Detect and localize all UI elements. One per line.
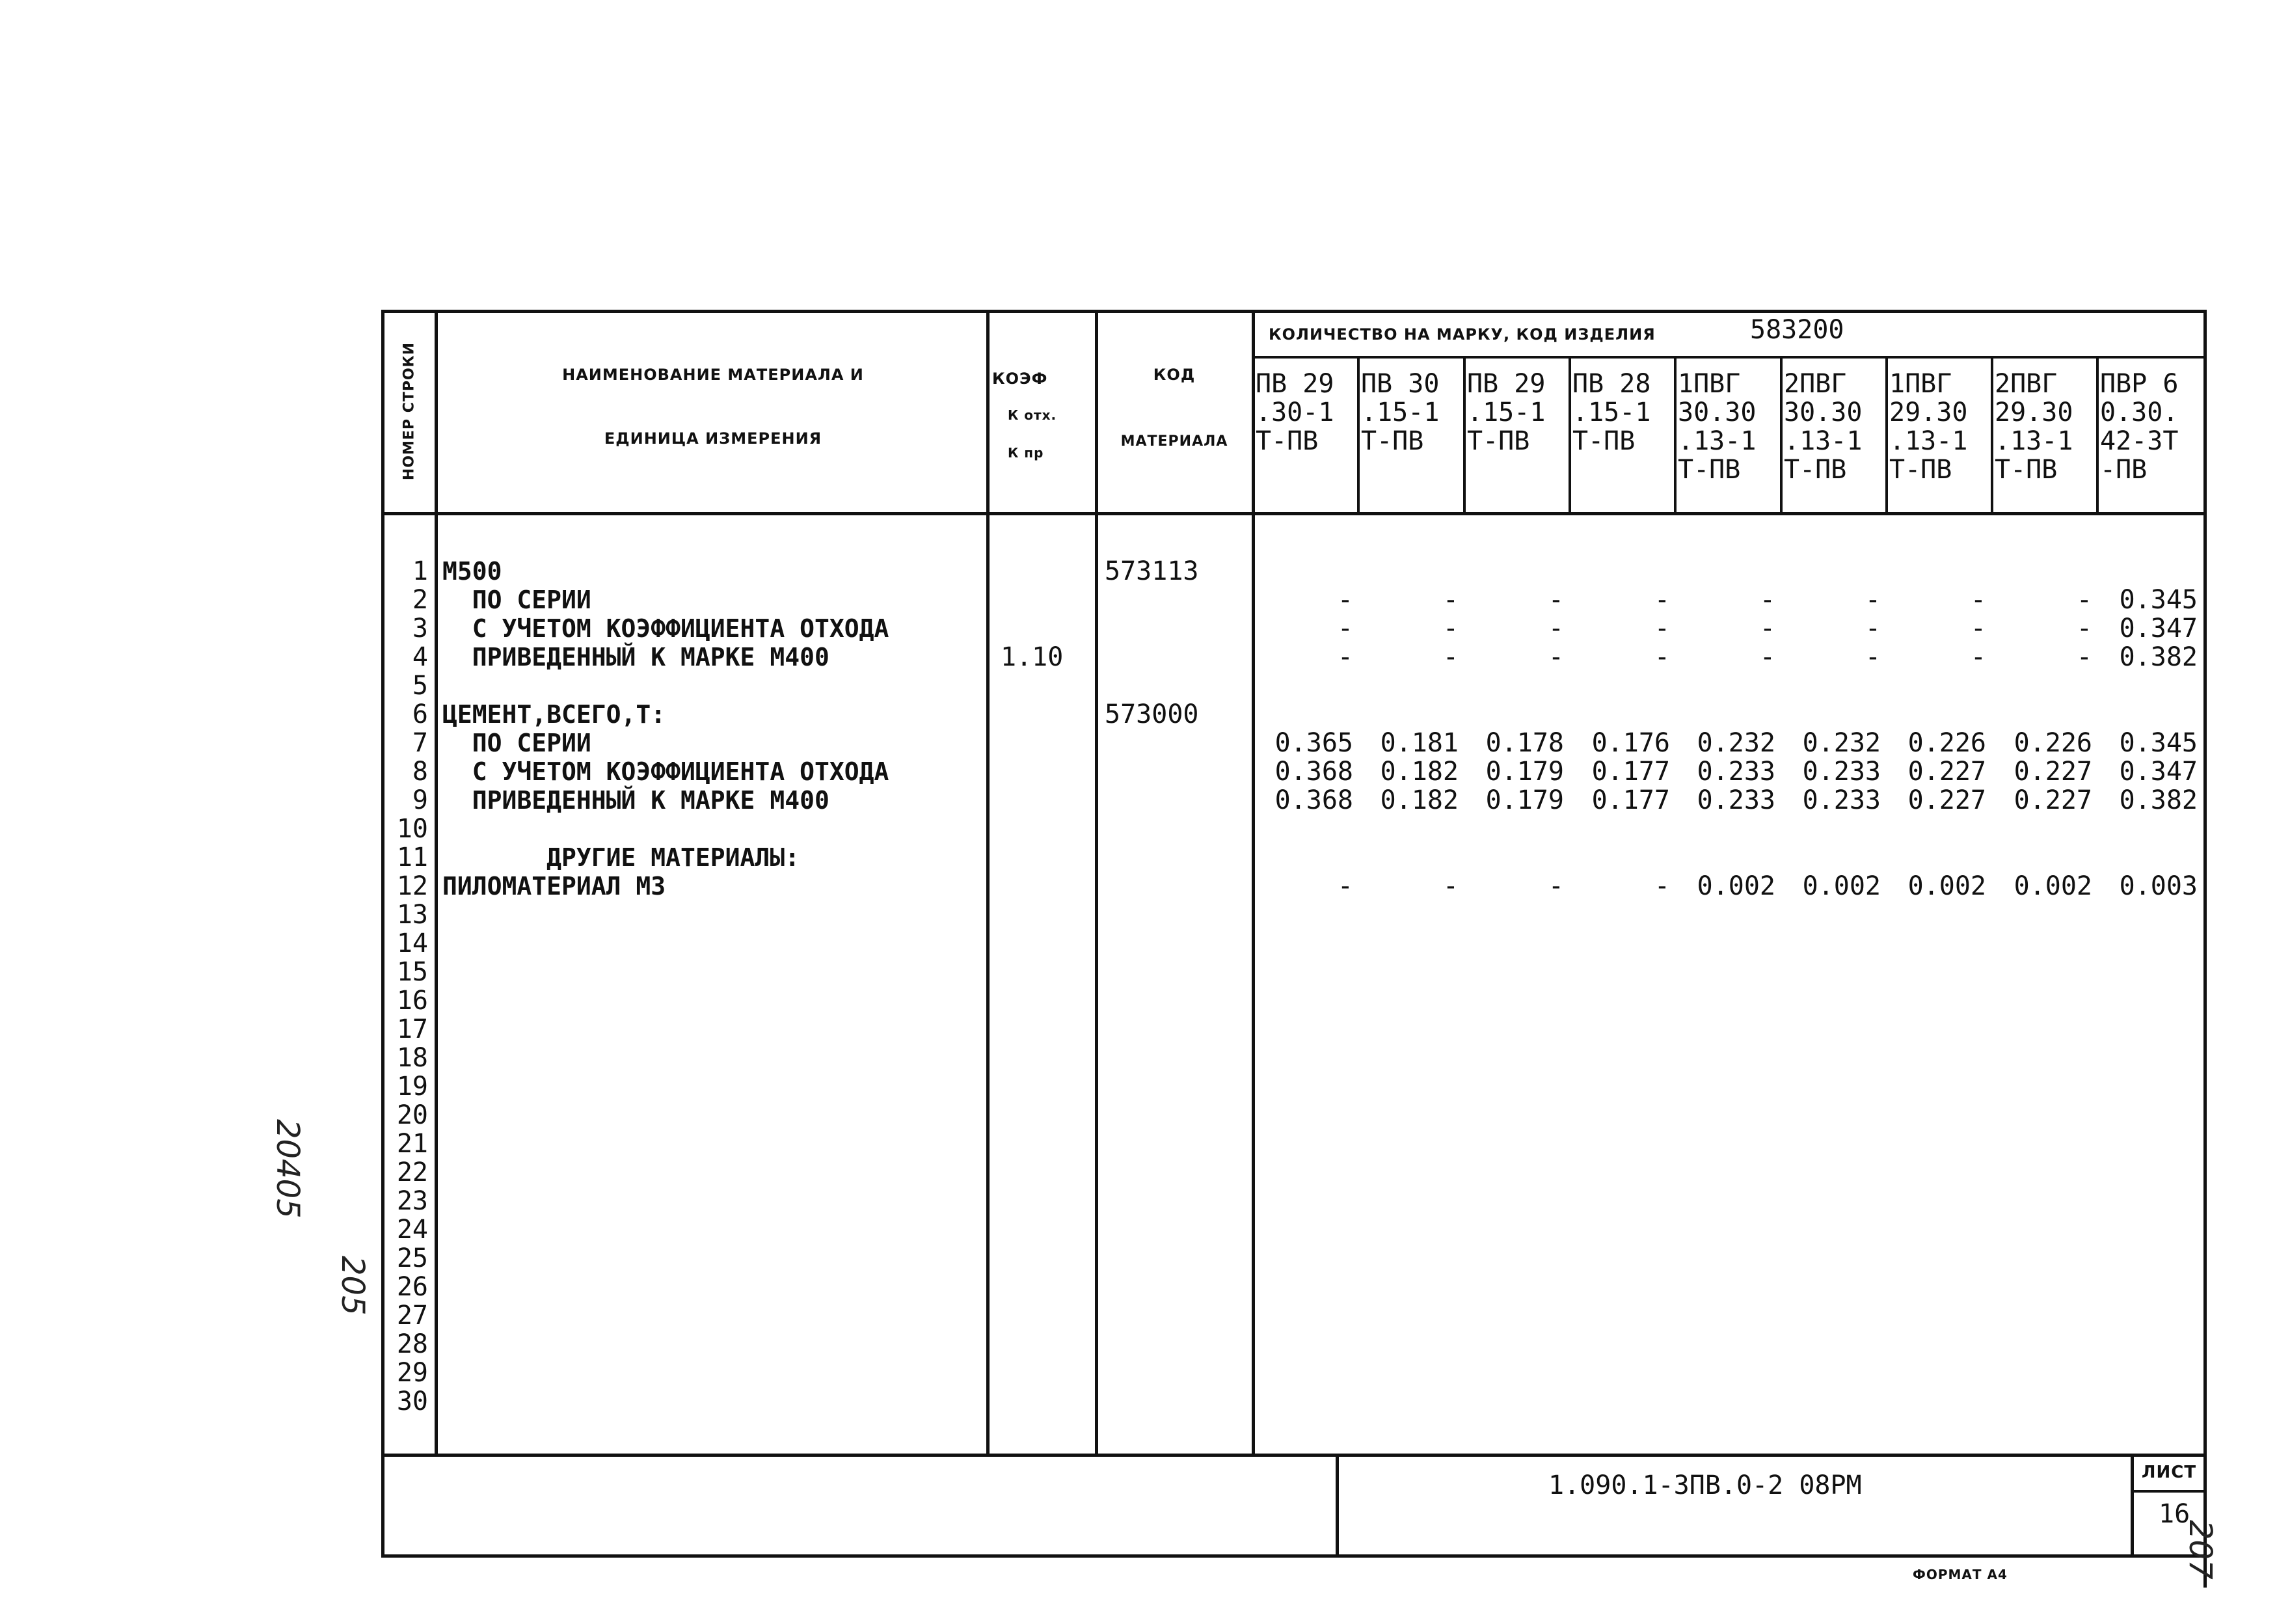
material-name: ПИЛОМАТЕРИАЛ М3 bbox=[442, 872, 666, 900]
sep-col-6 bbox=[1885, 356, 1888, 515]
column-5-header-line3: .13-1 bbox=[1678, 426, 1757, 456]
margin-note-left-2: 205 bbox=[334, 1256, 371, 1316]
column-6-header-line2: 30.30 bbox=[1784, 398, 1863, 427]
column-9-header-line1: ПВР 6 bbox=[2100, 369, 2179, 399]
coef-header-line3: К пр bbox=[1008, 445, 1044, 461]
quantity-cell: - bbox=[1442, 642, 1459, 672]
sheet-number: 16 bbox=[2159, 1499, 2190, 1529]
name-header-line1: НАИМЕНОВАНИЕ МАТЕРИАЛА И bbox=[562, 366, 864, 384]
quantity-cell: - bbox=[1337, 642, 1353, 672]
material-code: 573113 bbox=[1105, 556, 1199, 586]
quantity-cell: 0.178 bbox=[1485, 728, 1564, 758]
column-9-header-line4: -ПВ bbox=[2100, 455, 2148, 485]
quantity-cell: - bbox=[1548, 585, 1564, 615]
column-4-header-line2: .15-1 bbox=[1572, 398, 1651, 427]
quantity-cell: 0.227 bbox=[1907, 785, 1986, 815]
row-number: 25 bbox=[396, 1243, 428, 1273]
margin-note-left-1: 20405 bbox=[269, 1119, 306, 1219]
column-5-header-line1: 1ПВГ bbox=[1678, 369, 1741, 399]
quantity-cell: - bbox=[1442, 614, 1459, 643]
quantity-cell: - bbox=[1337, 585, 1353, 615]
column-2-header-line1: ПВ 30 bbox=[1361, 369, 1440, 399]
column-2-header-line2: .15-1 bbox=[1361, 398, 1440, 427]
column-3-header-line1: ПВ 29 bbox=[1467, 369, 1546, 399]
row-number: 17 bbox=[396, 1014, 428, 1044]
column-3-header-line3: Т-ПВ bbox=[1467, 426, 1530, 456]
material-name: ПРИВЕДЕННЫЙ К МАРКЕ М400 bbox=[442, 643, 829, 671]
quantity-cell: - bbox=[1865, 642, 1881, 672]
row-number: 24 bbox=[396, 1215, 428, 1245]
column-8-header-line2: 29.30 bbox=[1995, 398, 2073, 427]
row-number: 13 bbox=[396, 900, 428, 930]
row-number: 20 bbox=[396, 1100, 428, 1130]
coef-header-line1: КОЭФ bbox=[992, 370, 1048, 388]
row-number: 2 bbox=[412, 585, 428, 615]
row-number: 1 bbox=[412, 556, 428, 586]
column-6-header-line3: .13-1 bbox=[1784, 426, 1863, 456]
quantity-cell: 0.233 bbox=[1802, 785, 1881, 815]
quantity-cell: 0.233 bbox=[1802, 757, 1881, 787]
sep-name bbox=[986, 310, 990, 1455]
code-header-line2: МАТЕРИАЛА bbox=[1120, 433, 1228, 450]
column-6-header-line1: 2ПВГ bbox=[1784, 369, 1847, 399]
column-4-header-line3: Т-ПВ bbox=[1572, 426, 1636, 456]
titleblock-top-line bbox=[381, 1454, 2207, 1457]
row-number: 19 bbox=[396, 1072, 428, 1102]
frame-top bbox=[381, 310, 2207, 313]
row-number: 29 bbox=[396, 1358, 428, 1388]
quantity-cell: - bbox=[2076, 614, 2092, 643]
quantity-cell: - bbox=[1548, 614, 1564, 643]
titleblock-mid-line bbox=[1336, 1454, 1339, 1556]
sheet-label: ЛИСТ bbox=[2141, 1463, 2197, 1482]
quantity-cell: - bbox=[1548, 642, 1564, 672]
quantity-cell: 0.233 bbox=[1697, 757, 1775, 787]
quantity-cell: - bbox=[1759, 614, 1775, 643]
sep-col-5 bbox=[1780, 356, 1783, 515]
column-5-header-line2: 30.30 bbox=[1678, 398, 1757, 427]
row-number: 27 bbox=[396, 1301, 428, 1331]
quantity-cell: - bbox=[1337, 614, 1353, 643]
quantity-cell: 0.345 bbox=[2119, 585, 2198, 615]
quantity-cell: - bbox=[1759, 585, 1775, 615]
row-number: 16 bbox=[396, 986, 428, 1016]
name-header-line2: ЕДИНИЦА ИЗМЕРЕНИЯ bbox=[604, 429, 822, 448]
format-label: ФОРМАТ А4 bbox=[1913, 1567, 2008, 1582]
material-code: 573000 bbox=[1105, 699, 1199, 729]
sep-col-2 bbox=[1463, 356, 1466, 515]
column-4-header-line1: ПВ 28 bbox=[1572, 369, 1651, 399]
quantity-cell: 0.179 bbox=[1485, 757, 1564, 787]
sep-col-1 bbox=[1357, 356, 1360, 515]
quantity-cell: 0.382 bbox=[2119, 642, 2198, 672]
column-8-header-line1: 2ПВГ bbox=[1995, 369, 2058, 399]
column-1-header-line3: Т-ПВ bbox=[1256, 426, 1319, 456]
column-1-header-line1: ПВ 29 bbox=[1256, 369, 1334, 399]
material-name: ПО СЕРИИ bbox=[442, 586, 591, 614]
quantity-cell: 0.002 bbox=[1802, 871, 1881, 901]
quantity-cell: - bbox=[1654, 871, 1670, 901]
quantity-cell: - bbox=[1970, 585, 1986, 615]
quantity-cell: 0.368 bbox=[1274, 785, 1353, 815]
coefficient: 1.10 bbox=[1001, 642, 1064, 672]
row-number: 23 bbox=[396, 1186, 428, 1216]
column-6-header-line4: Т-ПВ bbox=[1784, 455, 1847, 485]
column-5-header-line4: Т-ПВ bbox=[1678, 455, 1741, 485]
quantity-cell: 0.002 bbox=[2014, 871, 2092, 901]
quantity-cell: - bbox=[1442, 871, 1459, 901]
material-name: ДРУГИЕ МАТЕРИАЛЫ: bbox=[442, 843, 800, 872]
quantity-cell: 0.002 bbox=[1907, 871, 1986, 901]
quantity-cell: 0.365 bbox=[1274, 728, 1353, 758]
row-number: 10 bbox=[396, 814, 428, 844]
quantity-cell: - bbox=[2076, 642, 2092, 672]
row-number: 5 bbox=[412, 671, 428, 701]
quantity-cell: 0.345 bbox=[2119, 728, 2198, 758]
quantity-cell: 0.226 bbox=[1907, 728, 1986, 758]
column-8-header-line4: Т-ПВ bbox=[1995, 455, 2058, 485]
column-7-header-line3: .13-1 bbox=[1889, 426, 1968, 456]
quantity-cell: - bbox=[1337, 871, 1353, 901]
sep-col-3 bbox=[1569, 356, 1571, 515]
column-1-header-line2: .30-1 bbox=[1256, 398, 1334, 427]
quantity-cell: - bbox=[1654, 614, 1670, 643]
quantity-cell: - bbox=[1970, 642, 1986, 672]
row-number: 18 bbox=[396, 1043, 428, 1073]
column-9-header-line2: 0.30. bbox=[2100, 398, 2179, 427]
margin-note-right: 207 bbox=[2182, 1520, 2218, 1580]
row-number: 12 bbox=[396, 871, 428, 901]
quantity-cell: 0.347 bbox=[2119, 757, 2198, 787]
column-3-header-line2: .15-1 bbox=[1467, 398, 1546, 427]
quantity-cell: 0.176 bbox=[1591, 728, 1670, 758]
frame-left bbox=[381, 310, 384, 1558]
quantity-cell: 0.382 bbox=[2119, 785, 2198, 815]
sep-col-4 bbox=[1674, 356, 1677, 515]
row-number: 3 bbox=[412, 614, 428, 643]
quantity-title: КОЛИЧЕСТВО НА МАРКУ, КОД ИЗДЕЛИЯ bbox=[1269, 325, 1656, 344]
quantity-cell: - bbox=[2076, 585, 2092, 615]
quantity-cell: - bbox=[1654, 585, 1670, 615]
quantity-cell: 0.182 bbox=[1380, 757, 1459, 787]
row-number: 14 bbox=[396, 928, 428, 958]
quantity-cell: 0.368 bbox=[1274, 757, 1353, 787]
quantity-cell: 0.181 bbox=[1380, 728, 1459, 758]
frame-right bbox=[2203, 310, 2207, 1558]
titleblock-sheet-h-line bbox=[2131, 1490, 2205, 1493]
column-9-header-line3: 42-3Т bbox=[2100, 426, 2179, 456]
row-number-header: НОМЕР СТРОКИ bbox=[401, 342, 418, 481]
material-name: ПРИВЕДЕННЫЙ К МАРКЕ М400 bbox=[442, 786, 829, 815]
row-number: 4 bbox=[412, 642, 428, 672]
quantity-cell: - bbox=[1865, 614, 1881, 643]
row-number: 15 bbox=[396, 957, 428, 987]
quantity-cell: - bbox=[1970, 614, 1986, 643]
quantity-cell: 0.232 bbox=[1802, 728, 1881, 758]
quantity-cell: 0.002 bbox=[1697, 871, 1775, 901]
quantity-cell: - bbox=[1865, 585, 1881, 615]
quantity-cell: - bbox=[1654, 642, 1670, 672]
product-code: 583200 bbox=[1750, 315, 1844, 345]
quantity-cell: 0.347 bbox=[2119, 614, 2198, 643]
column-2-header-line3: Т-ПВ bbox=[1361, 426, 1424, 456]
row-number: 7 bbox=[412, 728, 428, 758]
material-name: ЦЕМЕНТ,ВСЕГО,Т: bbox=[442, 700, 666, 729]
material-name: С УЧЕТОМ КОЭФФИЦИЕНТА ОТХОДА bbox=[442, 614, 889, 643]
row-number: 9 bbox=[412, 785, 428, 815]
quantity-cell: 0.003 bbox=[2119, 871, 2198, 901]
column-8-header-line3: .13-1 bbox=[1995, 426, 2073, 456]
header-bottom-line bbox=[381, 512, 2207, 515]
row-number: 26 bbox=[396, 1272, 428, 1302]
sep-col-8 bbox=[2096, 356, 2099, 515]
row-number: 8 bbox=[412, 757, 428, 787]
quantity-cell: 0.227 bbox=[1907, 757, 1986, 787]
column-7-header-line2: 29.30 bbox=[1889, 398, 1968, 427]
row-number: 22 bbox=[396, 1157, 428, 1187]
quantity-cell: 0.226 bbox=[2014, 728, 2092, 758]
quantity-cell: - bbox=[1548, 871, 1564, 901]
row-number: 6 bbox=[412, 699, 428, 729]
column-7-header-line4: Т-ПВ bbox=[1889, 455, 1952, 485]
quantity-title-line bbox=[1252, 356, 2207, 359]
quantity-cell: 0.233 bbox=[1697, 785, 1775, 815]
column-7-header-line1: 1ПВГ bbox=[1889, 369, 1952, 399]
coef-header-line2: К отх. bbox=[1008, 407, 1057, 423]
quantity-cell: - bbox=[1759, 642, 1775, 672]
quantity-cell: 0.227 bbox=[2014, 785, 2092, 815]
quantity-cell: 0.177 bbox=[1591, 757, 1670, 787]
row-number: 11 bbox=[396, 843, 428, 873]
document-code: 1.090.1-3ПВ.0-2 08РМ bbox=[1548, 1470, 1862, 1500]
code-header-line1: КОД bbox=[1153, 366, 1196, 384]
material-name: С УЧЕТОМ КОЭФФИЦИЕНТА ОТХОДА bbox=[442, 757, 889, 786]
quantity-cell: 0.182 bbox=[1380, 785, 1459, 815]
quantity-cell: 0.227 bbox=[2014, 757, 2092, 787]
row-number: 21 bbox=[396, 1129, 428, 1159]
quantity-cell: 0.179 bbox=[1485, 785, 1564, 815]
sep-rownum bbox=[435, 310, 438, 1455]
material-name: М500 bbox=[442, 557, 502, 586]
quantity-cell: 0.232 bbox=[1697, 728, 1775, 758]
material-name: ПО СЕРИИ bbox=[442, 729, 591, 757]
sep-col-7 bbox=[1991, 356, 1993, 515]
row-number: 28 bbox=[396, 1329, 428, 1359]
sep-coef bbox=[1095, 310, 1098, 1455]
quantity-cell: 0.177 bbox=[1591, 785, 1670, 815]
row-number: 30 bbox=[396, 1387, 428, 1416]
quantity-cell: - bbox=[1442, 585, 1459, 615]
frame-bottom bbox=[381, 1554, 2207, 1558]
